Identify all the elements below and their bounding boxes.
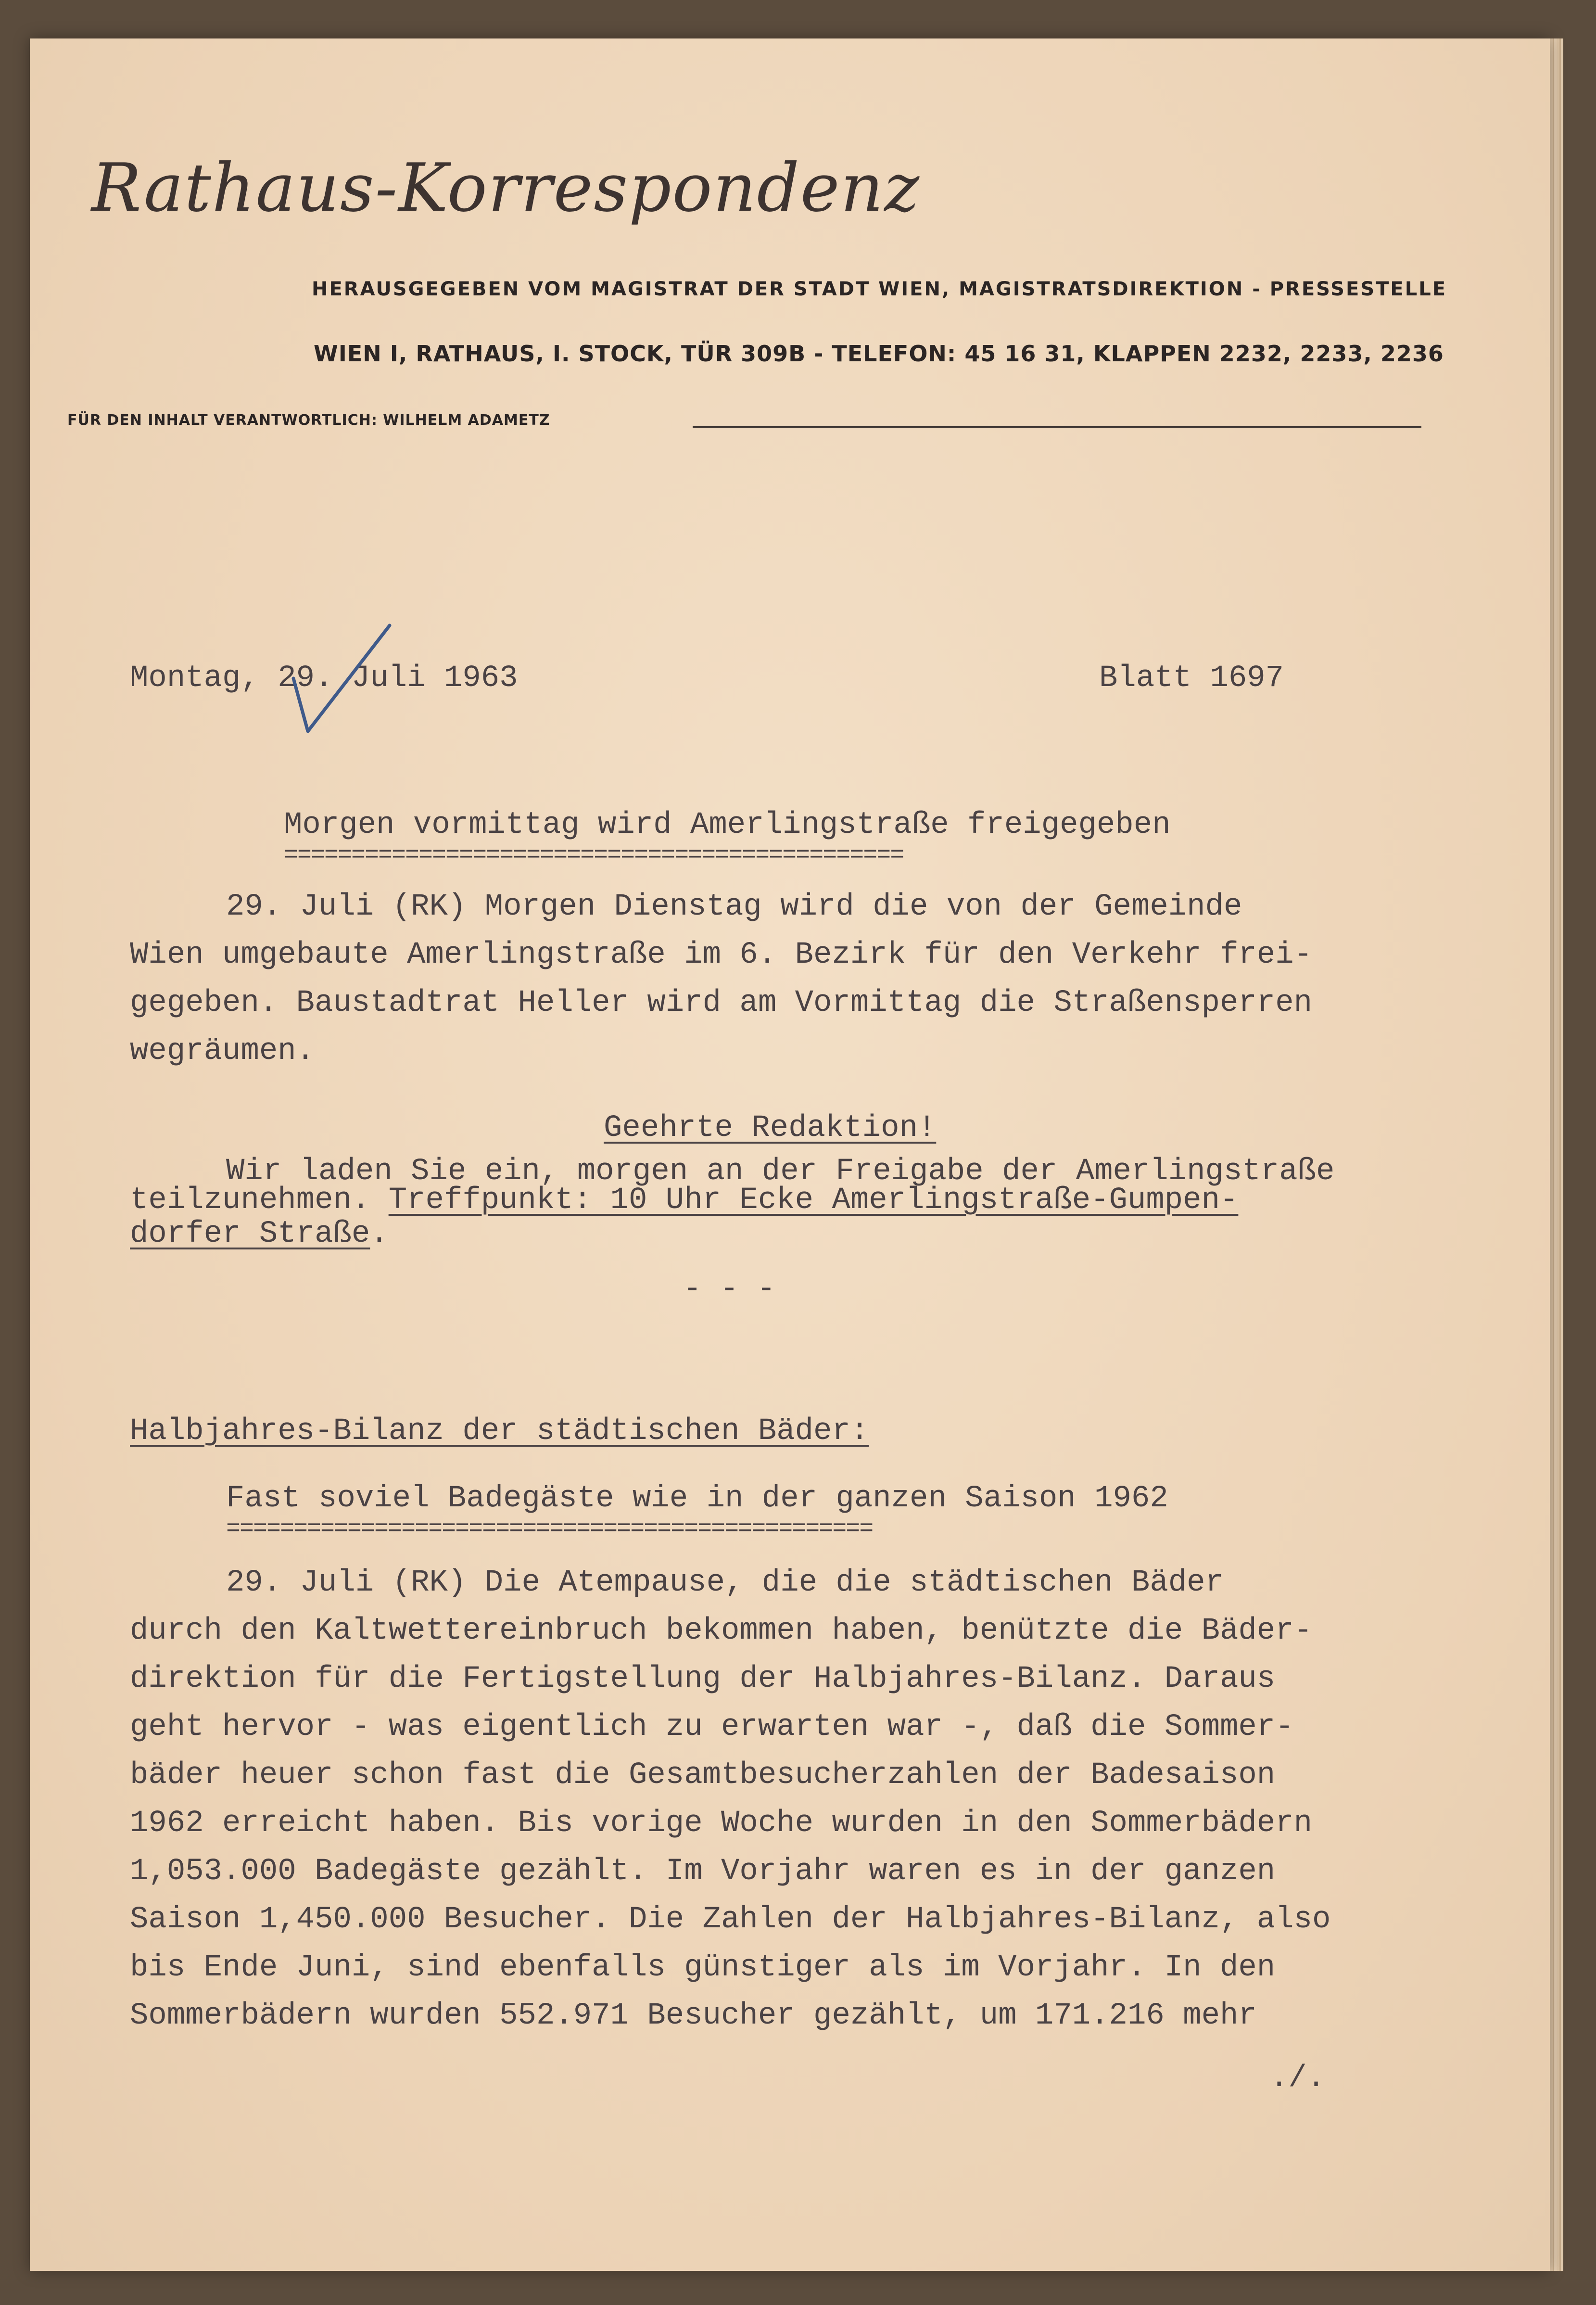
article2-line: Saison 1,450.000 Besucher. Die Zahlen der Halbjahres-Bilanz, also [130, 1902, 1331, 1937]
article1-body [130, 883, 1429, 1075]
separator: - - - [683, 1272, 776, 1307]
article2-body [130, 1559, 1429, 2040]
notice-line2-plain: teilzunehmen. [130, 1183, 389, 1218]
notice-line [130, 1217, 389, 1251]
notice-title: Geehrte Redaktion! [604, 1111, 937, 1146]
article2-headline: Fast soviel Badegäste wie in der ganzen Saison 1962 [226, 1481, 1168, 1516]
publisher-line: HERAUSGEGEBEN VOM MAGISTRAT DER STADT WIEN, MAGISTRATSDIREKTION - PRESSESTELLE [312, 278, 1447, 300]
date-line: Montag, 29. Juli 1963 [130, 661, 518, 696]
article2-line: durch den Kaltwettereinbruch bekommen haben, benützte die Bäder- [130, 1614, 1312, 1648]
sheet-number: Blatt 1697 [1099, 661, 1284, 696]
article2-line: 1,053.000 Badegäste gezählt. Im Vorjahr waren es in der ganzen [130, 1854, 1276, 1889]
address-line: WIEN I, RATHAUS, I. STOCK, TÜR 309B - TELEFON: 45 16 31, KLAPPEN 2232, 2233, 2236 [314, 341, 1444, 367]
letterhead-title: Rathaus-Korrespondenz [91, 149, 921, 227]
article2-line: bäder heuer schon fast die Gesamtbesucherzahlen der Badesaison [130, 1758, 1276, 1793]
article2-line: direktion für die Fertigstellung der Halbjahres-Bilanz. Daraus [130, 1662, 1276, 1696]
article2-line: 29. Juli (RK) Die Atempause, die die städtischen Bäder [226, 1566, 1224, 1600]
article1-line: Wien umgebaute Amerlingstraße im 6. Bezirk für den Verkehr frei- [130, 938, 1312, 972]
article1-headline: Morgen vormittag wird Amerlingstraße freigegeben [284, 808, 1171, 842]
article2-line: bis Ende Juni, sind ebenfalls günstiger als im Vorjahr. In den [130, 1950, 1276, 1985]
checkmark-icon [289, 621, 399, 746]
responsible-line: FÜR DEN INHALT VERANTWORTLICH: WILHELM ADAMETZ [67, 412, 550, 429]
article2-line: geht hervor - was eigentlich zu erwarten war -, daß die Sommer- [130, 1710, 1294, 1745]
continuation-mark: ./. [1270, 2061, 1326, 2096]
notice-line3-end: . [370, 1217, 389, 1251]
notice-line: Wir laden Sie ein, morgen an der Freigabe der Amerlingstraße [226, 1154, 1335, 1189]
notice-line [130, 1184, 1238, 1217]
article1-line: gegeben. Baustadtrat Heller wird am Vormittag die Straßensperren [130, 986, 1312, 1020]
article1-rule: ============================================== [284, 842, 904, 869]
article2-kicker: Halbjahres-Bilanz der städtischen Bäder: [130, 1414, 869, 1449]
responsible-rule [693, 426, 1421, 428]
article1-line: 29. Juli (RK) Morgen Dienstag wird die von der Gemeinde [226, 890, 1242, 924]
meeting-point: Treffpunkt: 10 Uhr Ecke Amerlingstraße-Gumpen- [388, 1183, 1239, 1218]
meeting-point-cont: dorfer Straße [130, 1217, 370, 1251]
article1-line: wegräumen. [130, 1034, 315, 1069]
article2-line: Sommerbädern wurden 552.971 Besucher gezählt, um 171.216 mehr [130, 1999, 1257, 2033]
article2-rule: ================================================ [226, 1515, 873, 1543]
article2-line: 1962 erreicht haben. Bis vorige Woche wurden in den Sommerbädern [130, 1806, 1312, 1841]
